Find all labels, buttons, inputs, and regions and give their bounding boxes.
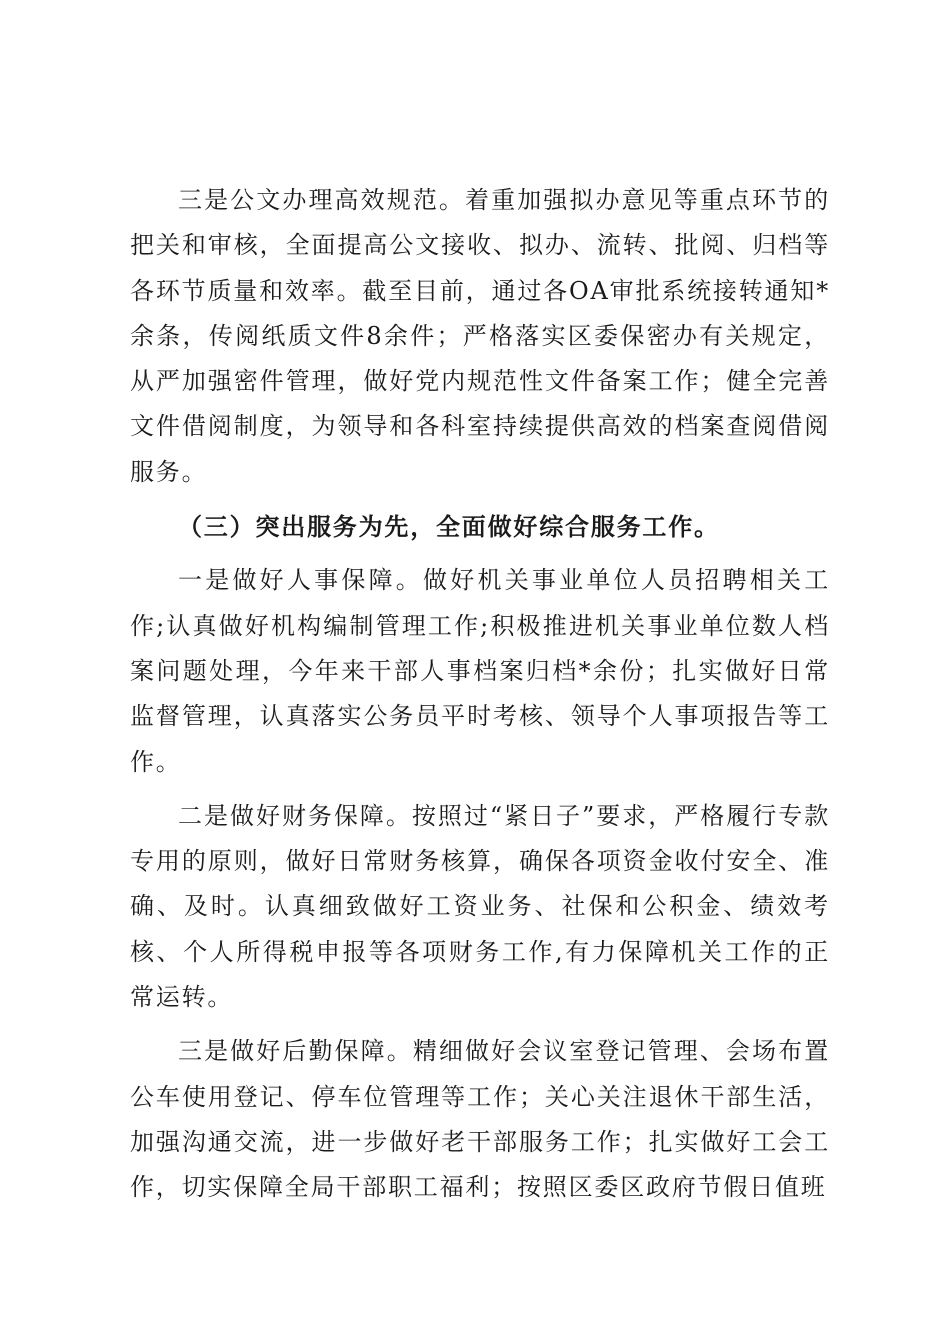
document-body	[130, 178, 830, 1211]
paragraph-logistics-support: 三是做好后勤保障。精细做好会议室登记管理、会场布置公车使用登记、停车位管理等工作；关心关注退休干部生活，加强沟通交流，进一步做好老干部服务工作；扎实做好工会工作，切实保障全局干部职工福利；按照区委区政府节假日值班	[130, 1037, 830, 1202]
paragraph-finance-support: 二是做好财务保障。按照过“紧日子”要求，严格履行专款专用的原则，做好日常财务核算，确保各项资金收付安全、准确、及时。认真细致做好工资业务、社保和公积金、绩效考核、个人所得税申报等各项财务工作,有力保障机关工作的正常运转。	[130, 801, 830, 1012]
paragraph-document-processing: 三是公文办理高效规范。着重加强拟办意见等重点环节的把关和审核，全面提高公文接收、拟办、流转、批阅、归档等各环节质量和效率。截至目前，通过各OA审批系统接转通知*余条，传阅纸质文件8余件；严格落实区委保密办有关规定，从严加强密件管理，做好党内规范性文件备案工作；健全完善文件借阅制度，为领导和各科室持续提供高效的档案查阅借阅服务。	[130, 186, 830, 486]
paragraph-personnel-support: 一是做好人事保障。做好机关事业单位人员招聘相关工作;认真做好机构编制管理工作;积极推进机关事业单位数人档案问题处理，今年来干部人事档案归档*余份；扎实做好日常监督管理，认真落实公务员平时考核、领导个人事项报告等工作。	[130, 566, 830, 776]
section-heading-comprehensive-service: （三）突出服务为先，全面做好综合服务工作。	[178, 512, 720, 542]
